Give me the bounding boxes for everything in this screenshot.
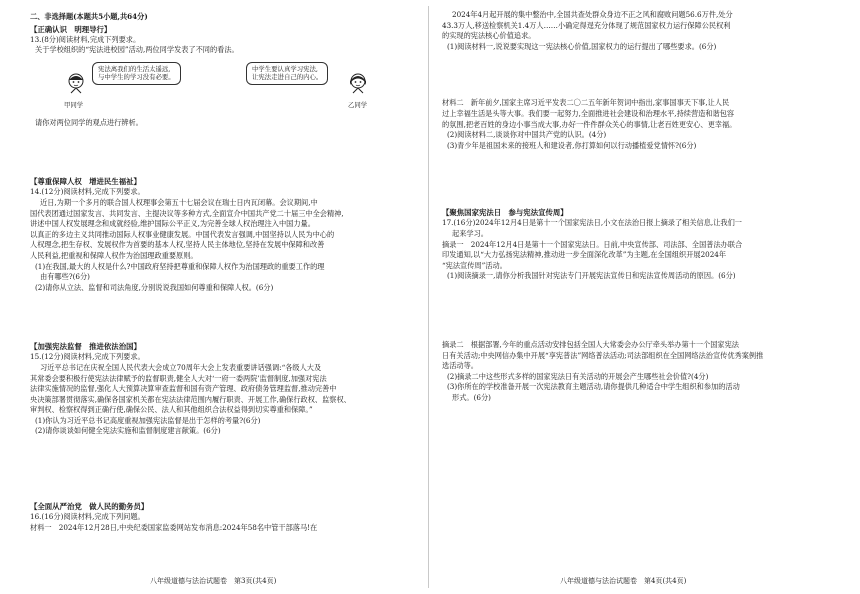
bubble-a-line: 宪法离我们的生活太遥远, xyxy=(98,64,171,73)
q16-mat2-line: (2)阅读材料二,谈谈你对中国共产党的认识。(4分) xyxy=(447,130,607,140)
q15-tag: 【加强宪法监督 推进依法治国】 xyxy=(30,342,141,352)
q16-mat2-line: 材料二 新年前夕,国家主席习近平发表二〇二五年新年贺词中指出,家事国事天下事,让人民 xyxy=(442,98,730,108)
q14-line: (2)请你从立法、监督和司法角度,分别说说我国如何尊重和保障人权。(6分) xyxy=(35,282,274,292)
q14-line: 14.(12分)阅读材料,完成下列要求。 xyxy=(30,187,145,197)
q15-line: 习近平总书记在庆祝全国人民代表大会成立70周年大会上发表重要讲话强调:“各级人大及 xyxy=(40,362,322,372)
q17-line: (2)摘录二中这些形式多样的国家宪法日有关活动的开展会产生哪些社会价值?(4分) xyxy=(447,371,709,381)
q14-line: (1)在我国,最大的人权是什么?中国政府坚持把尊重和保障人权作为治国理政的重要工作的理 xyxy=(35,261,325,271)
q17-line: 17.(16分)2024年12月4日是第十一个国家宪法日,小文在法治日报上摘录了相关信息,让我们一 xyxy=(442,218,742,228)
q14-line: 以真正的多边主义共同推动国际人权事业健康发展。中国代表发言强调,中国坚持以人民为中心的 xyxy=(30,229,335,239)
page-4 xyxy=(430,0,860,594)
q17-line: 日有关活动;中央网信办集中开展“享宪普法”网络普法活动;司法部组织在全国网络法治宣传优秀案例推 xyxy=(442,350,764,360)
q14-tag: 【尊重保障人权 增进民生福祉】 xyxy=(30,177,141,187)
q17-line: (3)你所在的学校准备开展一次宪法教育主题活动,请你提供几种适合中学生组织和参加的活动 xyxy=(447,382,740,392)
q14-line: 人民利益,把重视和保障人权作为治国理政重要原则。 xyxy=(30,250,198,260)
q15-line: 央决策部署贯彻落实,确保各国家机关都在宪法法律范围内履行职责、开展工作,确保行政权、监察权、 xyxy=(30,394,351,404)
bubble-student-b xyxy=(246,62,328,85)
q13-tag: 【正确认识 明理导行】 xyxy=(30,24,112,34)
q14-line: 由有哪些?(6分) xyxy=(40,272,90,282)
q16-cont-line: 的实现的宪法核心价值追求。 xyxy=(442,31,536,41)
q15-line: 法律实施情况的监督,强化人大预算决算审查监督和国有资产管理、政府债务管理监督,推动完善中 xyxy=(30,384,337,394)
q16-line: 材料一 2024年12月28日,中央纪委国家监委网站发布消息:2024年58名中管干部落马!在 xyxy=(30,522,318,532)
bubble-b-line: 中学生要认真学习宪法, xyxy=(252,64,318,73)
q16-mat2-line: 过上幸福生活是头等大事。我们要一起努力,全面推进社会建设和治理水平,持续营造和谐包容 xyxy=(442,108,735,118)
bubble-a-line: 与中学生的学习没有必要。 xyxy=(98,73,175,82)
q17-line: 印发通知,以“大力弘扬宪法精神,推动进一步全面深化改革”为主题,在全国组织开展2024年 xyxy=(442,250,727,260)
q16-cont-line: (1)阅读材料一,说说要实现这一宪法核心价值,国家权力的运行提出了哪些要求。(6分) xyxy=(447,41,717,51)
q15-line: (1)你认为习近平总书记高度重视加强宪法监督是出于怎样的考量?(6分) xyxy=(35,415,261,425)
q15-line: (2)请你谈谈如何健全宪法实施和监督制度建言献策。(6分) xyxy=(35,426,221,436)
q13-prompt: 请你对两位同学的观点进行辨析。 xyxy=(35,117,143,127)
page-3-footer: 八年级道德与法治试题卷 第3页(共4页) xyxy=(150,577,277,585)
q13-illustration xyxy=(30,58,416,116)
q15-line: 其常委会要积极行使宪法法律赋予的监督职责,健全人大对‘一府一委两院’监督制度,加强对宪法 xyxy=(30,373,327,383)
q14-line: 讲述中国人权发展理念和成就经验,维护国际公平正义,为完善全球人权治理注入中国力量。 xyxy=(30,219,315,229)
bubble-b-line: 让宪法走进自己的内心。 xyxy=(252,73,323,82)
q17-line: 形式。(6分) xyxy=(452,392,491,402)
q17-line: (1)阅读摘录一,请你分析我国针对宪法专门开展宪法宣传日和宪法宣传周活动的原因。(6分) xyxy=(447,271,736,281)
page-4-footer: 八年级道德与法治试题卷 第4页(共4页) xyxy=(560,577,687,585)
student-b-label: 乙同学 xyxy=(348,100,368,109)
q17-line: 摘录一 2024年12月4日是第十一个国家宪法日。日前,中央宣传部、司法部、全国普法办联合 xyxy=(442,239,743,249)
q15-line: 审判权、检察权得到正确行使,确保公民、法人和其他组织合法权益得到切实尊重和保障。” xyxy=(30,405,313,415)
q16-cont-line: 43.3万人,移送检察机关1.4万人……小确定得逞充分体现了规范国家权力运行保障公民权利 xyxy=(442,20,731,30)
q15-line: 15.(12分)阅读材料,完成下列要求。 xyxy=(30,352,145,362)
q14-line: 人权理念,把生存权、发展权作为首要的基本人权,坚持人民主体地位,坚持在发展中保障和改善 xyxy=(30,240,325,250)
student-a-label: 甲同学 xyxy=(64,100,84,109)
q16-tag: 【全面从严治党 做人民的勤务员】 xyxy=(30,502,149,512)
student-a-face-icon xyxy=(66,72,86,94)
bubble-student-a xyxy=(92,62,181,85)
q17-line: 选活动等。 xyxy=(442,361,478,371)
q17-line: “宪法宣传周”活动。 xyxy=(442,260,507,270)
section-title: 二、非选择题(本题共5小题,共64分) xyxy=(30,12,148,21)
q17-line: 摘录二 根据部署,今年的重点活动安排包括全国人大常委会办公厅牵头举办第十一个国家宪法 xyxy=(442,339,739,349)
q14-line: 近日,为期一个多月的联合国人权理事会第五十七届会议在瑞士日内瓦闭幕。会议期间,中 xyxy=(40,197,318,207)
q16-mat2-line: (3)青少年是祖国未来的接班人和建设者,你打算如何以行动播植爱党情怀?(6分) xyxy=(447,140,697,150)
q17-tag: 【聚焦国家宪法日 参与宪法宣传周】 xyxy=(442,208,568,218)
q14-line: 国代表团通过国家发言、共同发言、主提决议等多种方式,全面宣介中国共产党二十届三中全会精神, xyxy=(30,208,344,218)
q16-line: 16.(16分)阅读材料,完成下列问题。 xyxy=(30,512,145,522)
q16-mat2-line: 的氛围,把老百姓的身边小事当成大事,办好一件件群众关心的事情,让老百姓更安心、更幸福。 xyxy=(442,119,737,129)
student-b-face-icon xyxy=(348,72,368,94)
q16-cont-line: 2024年4月起开展的集中整治中,全国共查处群众身边不正之风和腐败问题56.6万件,处分 xyxy=(452,10,733,19)
q13-line: 关于学校组织的“宪法进校园”活动,两位同学发表了不同的看法。 xyxy=(35,45,239,55)
q17-line: 起来学习。 xyxy=(452,228,488,238)
q13-line: 13.(8分)阅读材料,完成下列要求。 xyxy=(30,34,141,44)
